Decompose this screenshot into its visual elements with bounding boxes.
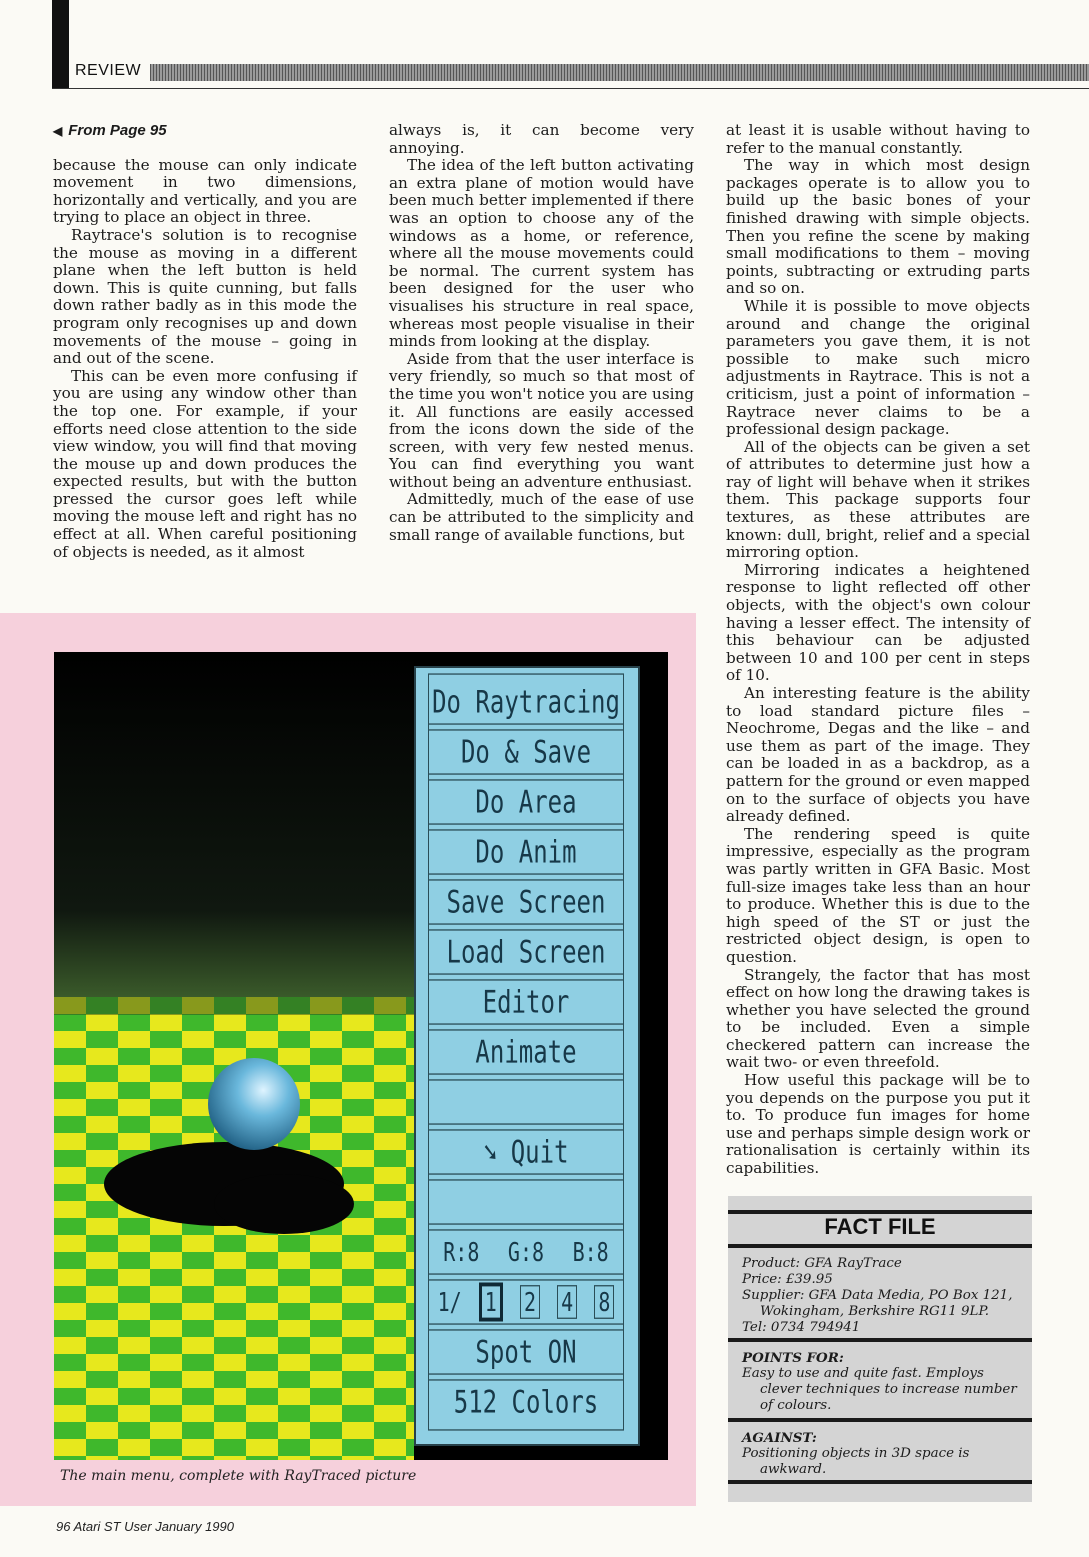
section-label: REVIEW <box>75 62 142 79</box>
mouse-pointer-icon: ➘ <box>483 1135 497 1169</box>
divider <box>728 1418 1032 1422</box>
column-3 <box>726 122 1030 1178</box>
header-black-bar <box>52 0 69 88</box>
main-menu-panel <box>414 666 640 1446</box>
menu-blank <box>428 1173 624 1230</box>
paragraph: Aside from that the user interface is very friendly, so much so that most of the time you won't notice you are using it. All functions are easily accessed from the icons down the side of the screen, with very few nested menus. You can find everything you want without being an adventure enthusiast. <box>389 349 694 491</box>
paragraph: The way in which most design packages operate is to allow you to build up the basic bones of your finished drawing with simple objects. Then you refine the scene by making small modifications to them – moving points, subtracting or extruding parts and so on. <box>726 156 1030 298</box>
points-for-label: POINTS FOR: <box>742 1350 844 1366</box>
mirror-ball <box>208 1058 300 1150</box>
paragraph: The idea of the left button activating an extra plane of motion would have been much better implemented if there was an option to choose any of the windows as a home, or reference, where all the mouse movements could be normal. The current system has been designed for the user who visualises his structure in real space, whereas most people visualise in their minds from looking at the display. <box>389 156 694 351</box>
menu-editor[interactable]: Editor <box>428 973 624 1030</box>
divider <box>728 1480 1032 1484</box>
paragraph: Mirroring indicates a heightened response to light reflected off other objects, with the object's own colour having a lesser effect. The intensity of this behaviour can be adjusted between 10 and 100 per cent in steps of 10. <box>726 560 1030 685</box>
supplier-line: Supplier: GFA Data Media, PO Box 121, <box>742 1288 1013 1303</box>
figure-caption: The main menu, complete with RayTraced picture <box>60 1468 417 1484</box>
menu-save-screen[interactable]: Save Screen <box>428 873 624 930</box>
continued-from <box>53 122 357 141</box>
ratio-option[interactable]: 4 <box>557 1285 577 1319</box>
paragraph: at least it is usable without having to refer to the manual constantly. <box>726 121 1030 157</box>
price-line: Price: £39.95 <box>742 1272 833 1287</box>
telephone-line: Tel: 0734 794941 <box>742 1320 861 1335</box>
paragraph: Admittedly, much of the ease of use can be attributed to the simplicity and small range of available functions, but <box>389 490 694 544</box>
raytrace-screenshot <box>54 652 668 1460</box>
fact-file-title: FACT FILE <box>824 1214 936 1239</box>
points-for <box>742 1350 1022 1414</box>
column-2 <box>389 122 694 544</box>
rgb-levels[interactable] <box>428 1223 624 1280</box>
resolution-ratio[interactable] <box>428 1273 624 1330</box>
spot-toggle[interactable]: Spot ON <box>428 1323 624 1380</box>
paragraph: because the mouse can only indicate movement in two dimensions, horizontally and vertically, and you are trying to place an object in three. <box>53 155 357 227</box>
header-rule <box>52 88 1089 89</box>
column-1 <box>53 122 357 561</box>
paragraph: This can be even more confusing if you are using any window other than the top one. For example, if your efforts need close attention to the side view window, you will find that moving the mouse up and down produces the expected results, but with the button pressed the cursor goes left while moving the mouse left and right has no effect at all. When careful positioning of objects is needed, as it almost <box>53 366 357 561</box>
paragraph: Raytrace's solution is to recognise the mouse as moving in a different plane when the left button is held down. This is quite cunning, but falls down rather badly as in this mode the program only recognises up and down movements of the mouse – going in and out of the scene. <box>53 225 357 368</box>
ratio-prefix: 1/ <box>437 1286 462 1318</box>
against-label: AGAINST: <box>742 1430 817 1446</box>
paragraph: While it is possible to move objects around and change the original parameters you gave them, it is not possible to make such micro adjustments in Raytrace. This is not a criticism, just a point of information – Raytrace never claims to be a professional design package. <box>726 296 1030 439</box>
points-for-text: Easy to use and quite fast. Employs clever techniques to increase number of colours. <box>742 1366 1017 1413</box>
menu-do-raytracing[interactable]: Do Raytracing <box>428 673 624 730</box>
against <box>742 1430 1022 1478</box>
page-footer: 96 Atari ST User January 1990 <box>56 1519 234 1534</box>
paragraph: The rendering speed is quite impressive, especially as the program was partly written in GFA Basic. Most full-size images take less than an hour to produce. Whether this is due to the high speed of the ST or just the restricted object design, is open to question. <box>726 824 1030 966</box>
paragraph: always is, it can become very annoying. <box>389 121 694 157</box>
divider <box>728 1338 1032 1342</box>
from-page-label: From Page 95 <box>68 122 167 139</box>
against-text: Positioning objects in 3D space is awkward. <box>742 1446 970 1477</box>
menu-do-anim[interactable]: Do Anim <box>428 823 624 880</box>
menu-blank <box>428 1073 624 1130</box>
supplier-address: Wokingham, Berkshire RG11 9LP. <box>760 1304 990 1319</box>
product-line: Product: GFA RayTrace <box>742 1256 902 1271</box>
menu-do-and-save[interactable]: Do & Save <box>428 723 624 780</box>
ratio-option[interactable]: 8 <box>594 1285 614 1319</box>
ratio-option[interactable]: 2 <box>520 1285 540 1319</box>
fact-details <box>742 1256 1027 1336</box>
left-arrow-icon: ◀ <box>53 124 63 138</box>
sky <box>54 652 414 997</box>
green-level[interactable]: G:8 <box>507 1236 545 1268</box>
fact-file-box <box>728 1196 1032 1502</box>
divider <box>728 1244 1032 1248</box>
colors-toggle[interactable]: 512 Colors <box>428 1373 624 1430</box>
menu-animate[interactable]: Animate <box>428 1023 624 1080</box>
paragraph: An interesting feature is the ability to load standard picture files – Neochrome, Degas and the like – and use them as part of the image. They can be loaded in as a backdrop, as a pattern for the ground or even mapped on to the surface of objects you have already defined. <box>726 684 1030 826</box>
menu-do-area[interactable]: Do Area <box>428 773 624 830</box>
ratio-option-selected[interactable]: 1 <box>479 1283 503 1322</box>
paragraph: All of the objects can be given a set of attributes to determine just how a ray of light will behave when it strikes them. This package supports four textures, as these attributes are known: dull, bright, relief and a special mirroring option. <box>726 437 1030 562</box>
paragraph: How useful this package will be to you depends on the purpose you put it to. To produce fun images for home use and perhaps simple design work or rationalisation is certainly within its capabilities. <box>726 1071 1030 1178</box>
blue-level[interactable]: B:8 <box>572 1236 609 1268</box>
red-level[interactable]: R:8 <box>443 1236 480 1268</box>
header-hatch-bar <box>150 64 1089 81</box>
paragraph: Strangely, the factor that has most effect on how long the drawing takes is whether you have selected the ground to be included. Even a simple checkered pattern can increase the wait two- or even threefold. <box>726 965 1030 1072</box>
menu-load-screen[interactable]: Load Screen <box>428 923 624 980</box>
menu-quit[interactable]: ➘ Quit <box>428 1123 624 1180</box>
